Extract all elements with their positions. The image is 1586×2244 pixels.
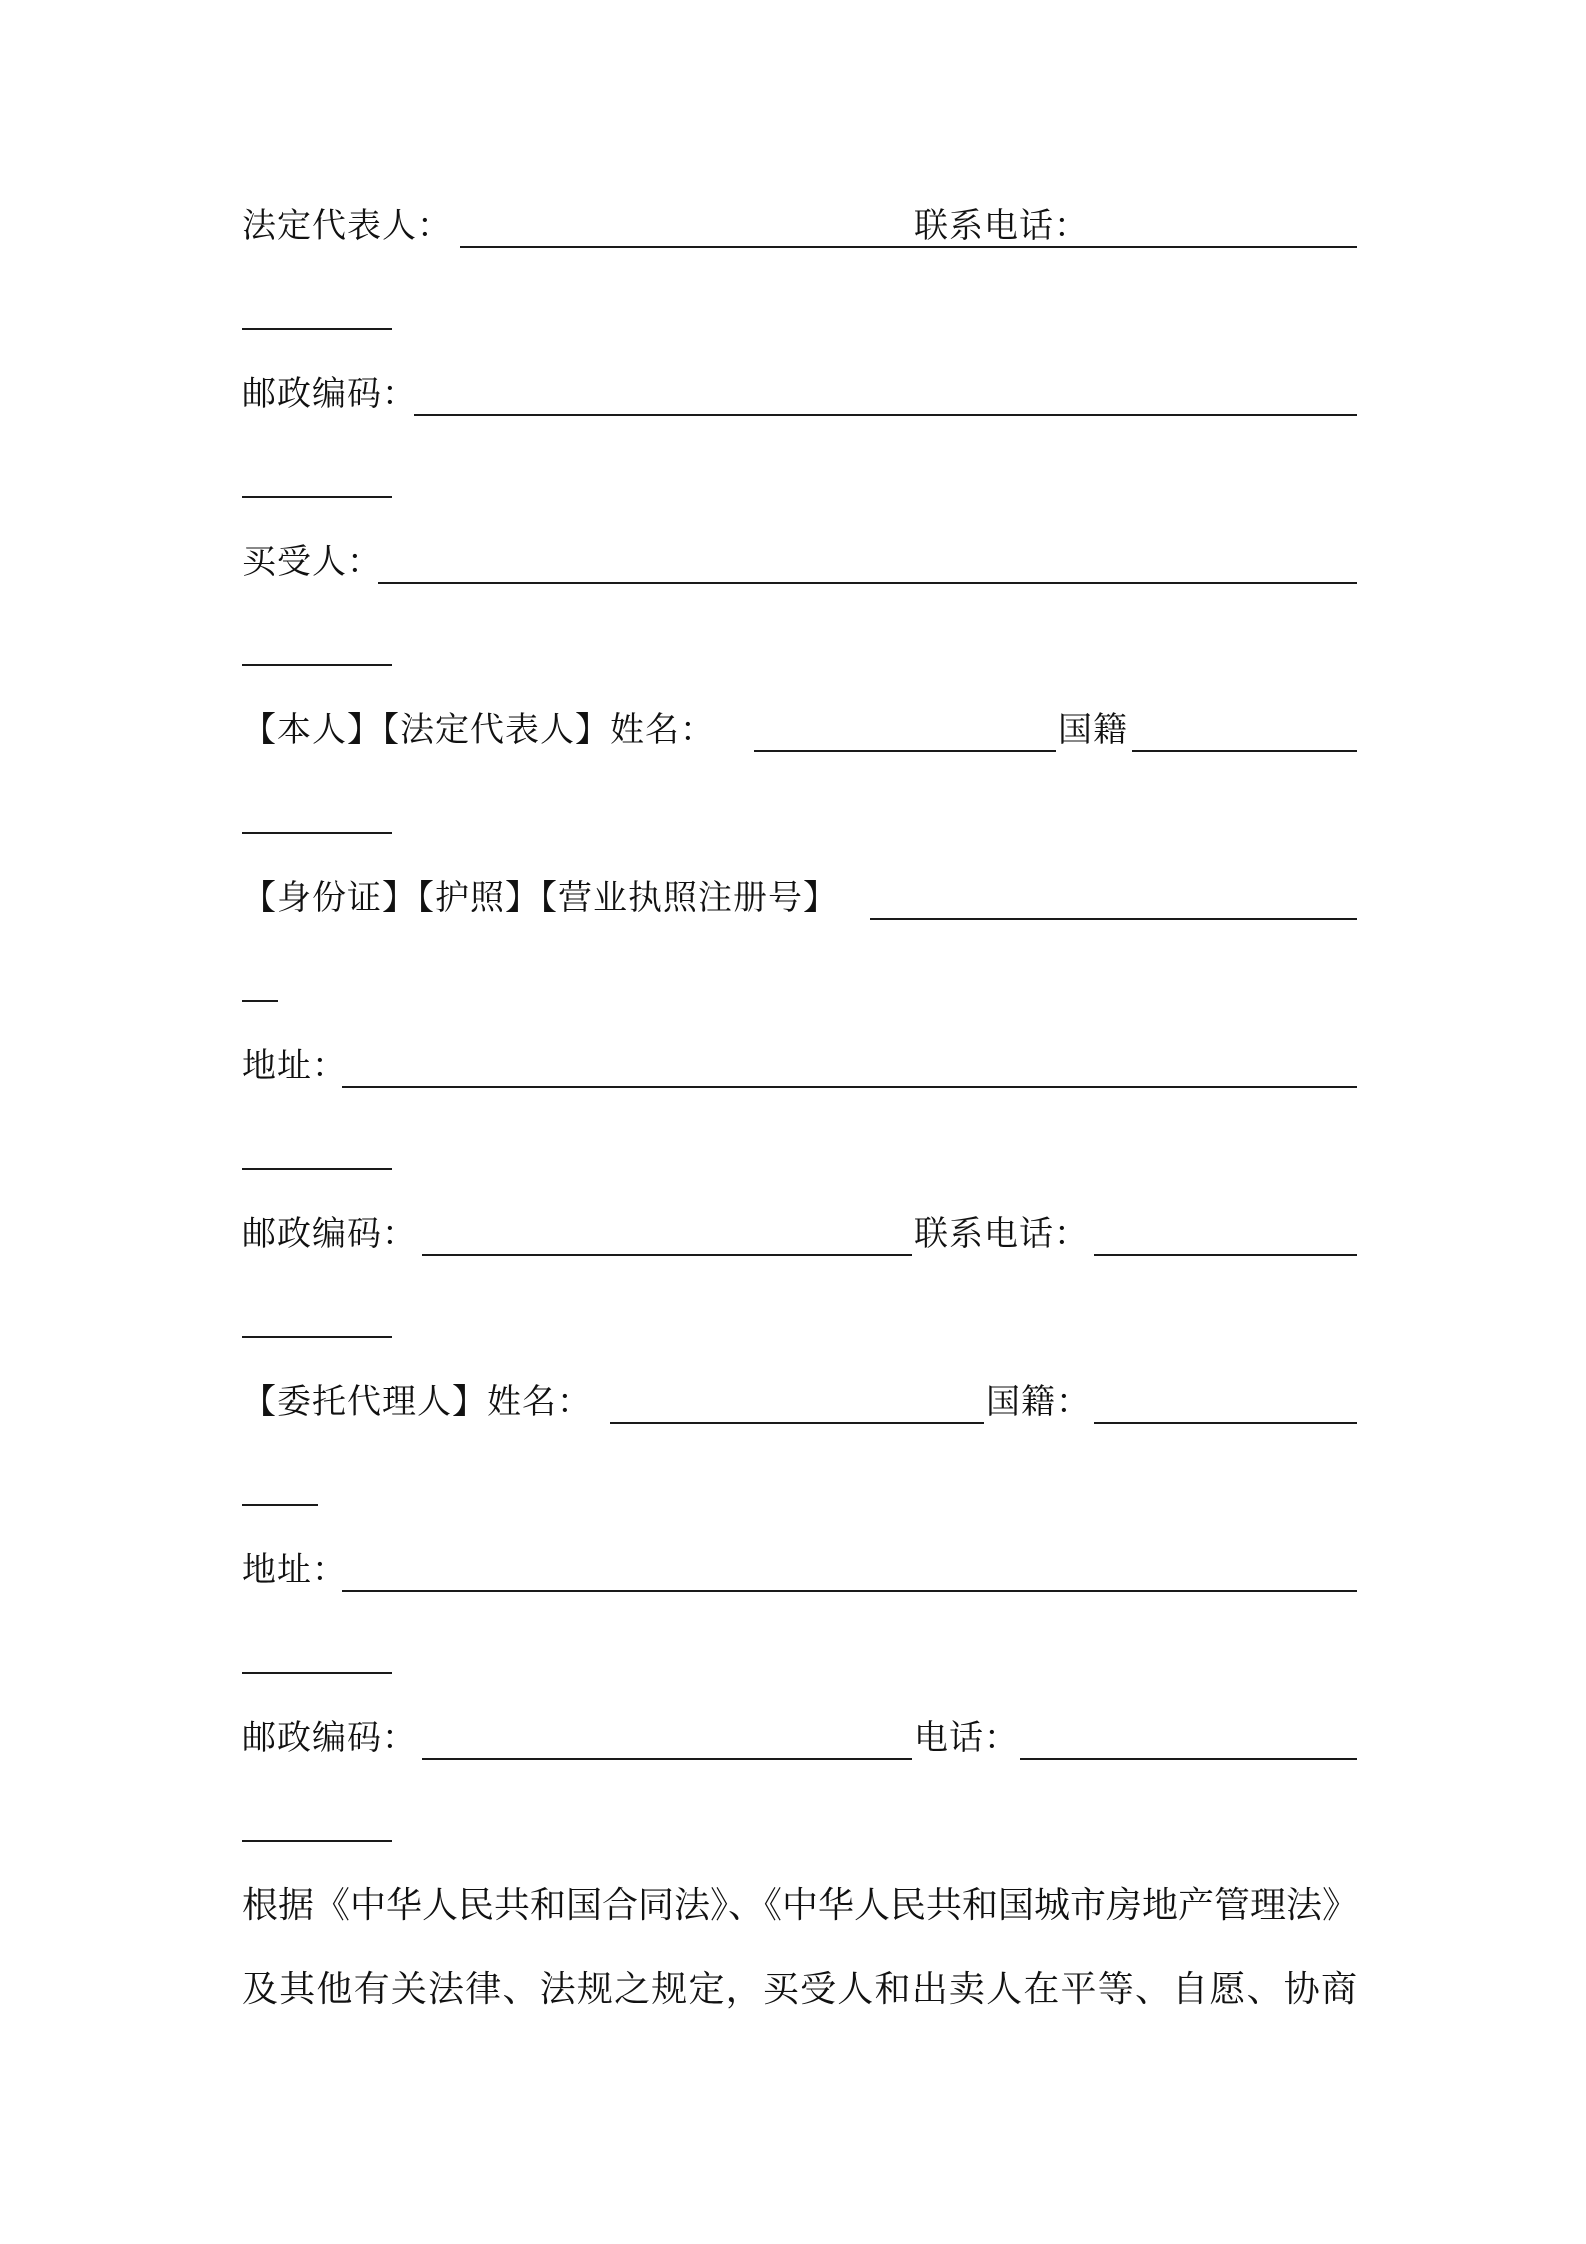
buyer-blank-continued[interactable]	[242, 664, 392, 666]
buyer-nationality-blank[interactable]	[1132, 750, 1357, 752]
seller-phone-blank[interactable]	[1094, 246, 1357, 248]
agent-name-label: 【委托代理人】姓名：	[242, 1382, 592, 1422]
agent-name-blank[interactable]	[610, 1422, 984, 1424]
buyer-id-label: 【身份证】【护照】【营业执照注册号】	[242, 878, 838, 918]
seller-postcode-row	[242, 364, 1357, 424]
buyer-id-blank-continued[interactable]	[242, 1000, 278, 1002]
agent-phone-blank[interactable]	[1020, 1758, 1357, 1760]
buyer-id-row	[242, 868, 1357, 928]
buyer-id-blank[interactable]	[870, 918, 1357, 920]
agent-name-row	[242, 1372, 1357, 1432]
buyer-address-blank[interactable]	[342, 1086, 1357, 1088]
buyer-blank[interactable]	[378, 582, 1357, 584]
seller-legal-rep-row	[242, 196, 1357, 256]
paragraph-line-2: 及其他有关法律、法规之规定，买受人和出卖人在平等、自愿、协商	[242, 1969, 1357, 2010]
paragraph-line-1: 根据《中华人民共和国合同法》、《中华人民共和国城市房地产管理法》	[242, 1885, 1359, 1926]
agent-postcode-row	[242, 1708, 1357, 1768]
buyer-address-blank-continued[interactable]	[242, 1168, 392, 1170]
agent-nationality-blank[interactable]	[1094, 1422, 1357, 1424]
seller-phone-label: 联系电话：	[914, 206, 1089, 246]
buyer-name-row	[242, 700, 1357, 760]
agent-phone-label: 电话：	[914, 1718, 1019, 1758]
agent-address-row	[242, 1540, 1357, 1600]
agent-nationality-label: 国籍：	[986, 1382, 1091, 1422]
seller-phone-blank-continued[interactable]	[242, 328, 392, 330]
agent-nationality-blank-continued[interactable]	[242, 1504, 318, 1506]
agent-address-label: 地址：	[242, 1550, 347, 1590]
agent-phone-blank-continued[interactable]	[242, 1840, 392, 1842]
buyer-postcode-blank[interactable]	[422, 1254, 912, 1256]
buyer-name-label: 【本人】【法定代表人】姓名：	[242, 710, 715, 750]
buyer-address-label: 地址：	[242, 1046, 347, 1086]
seller-postcode-label: 邮政编码：	[242, 374, 417, 414]
buyer-phone-label: 联系电话：	[914, 1214, 1089, 1254]
buyer-postcode-label: 邮政编码：	[242, 1214, 417, 1254]
buyer-nationality-blank-continued[interactable]	[242, 832, 392, 834]
buyer-postcode-row	[242, 1204, 1357, 1264]
buyer-row	[242, 532, 1357, 592]
agent-address-blank-continued[interactable]	[242, 1672, 392, 1674]
buyer-phone-blank[interactable]	[1094, 1254, 1357, 1256]
buyer-phone-blank-continued[interactable]	[242, 1336, 392, 1338]
seller-postcode-blank-continued[interactable]	[242, 496, 392, 498]
buyer-label: 买受人：	[242, 542, 382, 582]
buyer-nationality-label: 国籍	[1058, 710, 1128, 750]
seller-postcode-blank[interactable]	[414, 414, 1357, 416]
buyer-name-blank[interactable]	[754, 750, 1056, 752]
seller-legal-rep-label: 法定代表人：	[242, 206, 452, 246]
buyer-address-row	[242, 1036, 1357, 1096]
agent-address-blank[interactable]	[342, 1590, 1357, 1592]
agent-postcode-label: 邮政编码：	[242, 1718, 417, 1758]
agent-postcode-blank[interactable]	[422, 1758, 912, 1760]
